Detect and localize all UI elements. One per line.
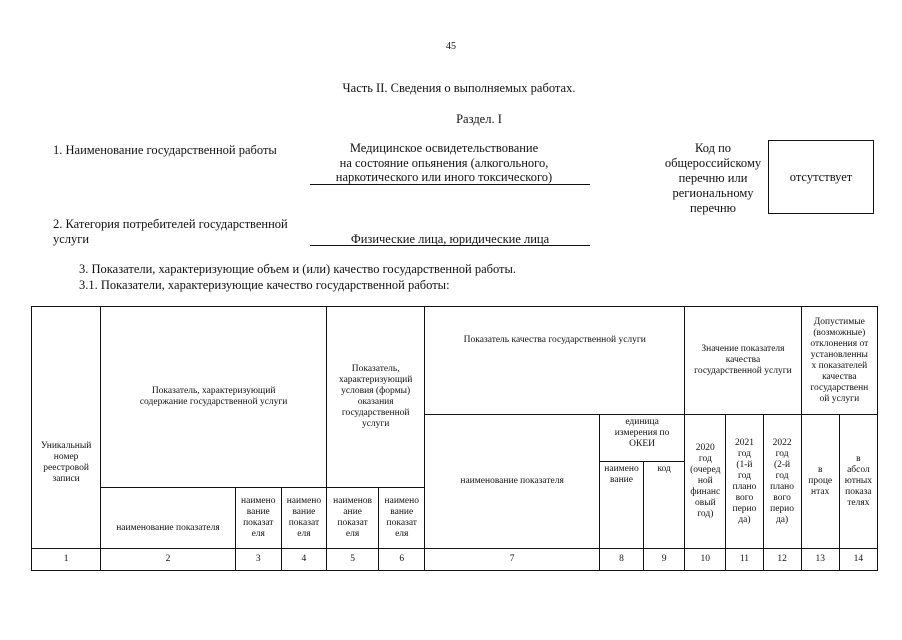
quality-table — [31, 306, 878, 571]
indicators-heading: 3. Показатели, характеризующие объем и (или) качество государственной работы. — [79, 262, 517, 276]
header-content-col3: наимено вание показат еля — [235, 488, 281, 549]
work-name-value: Медицинское освидетельствование на состояние опьянения (алкогольного, наркотического или иного токсического) — [335, 141, 553, 184]
consumers-value: Физические лица, юридические лица — [350, 232, 550, 246]
col-number: 3 — [235, 549, 281, 571]
col-number: 4 — [281, 549, 326, 571]
col-number: 2 — [101, 549, 235, 571]
header-indicator-value: Значение показателя качества государственной услуги — [685, 307, 801, 415]
header-content-col4: наимено вание показат еля — [281, 488, 326, 549]
header-year-2022: 2022 год (2-й год плано вого перио да) — [763, 415, 801, 549]
header-allowed-deviation: Допустимые (возможные) отклонения от установленны х показателей качества государственн ой услуги — [801, 307, 877, 415]
page-number: 45 — [446, 41, 456, 52]
header-unit-code: код — [644, 462, 685, 549]
header-deviation-absolute: в абсол ютных показа телях — [839, 415, 877, 549]
col-number: 1 — [32, 549, 101, 571]
col-number: 13 — [801, 549, 839, 571]
part-title: Часть II. Сведения о выполняемых работах. — [342, 81, 576, 95]
consumers-underline — [310, 245, 590, 246]
header-unit-name: наимено вание — [599, 462, 643, 549]
section-title: Раздел. I — [456, 112, 502, 126]
header-deviation-percent: в проце нтах — [801, 415, 839, 549]
quality-heading: 3.1. Показатели, характеризующие качество государственной работы: — [79, 278, 450, 292]
header-unique-number: Уникальный номер реестровой записи — [32, 307, 101, 549]
header-conditions-col6: наимено вание показат еля — [379, 488, 425, 549]
code-label: Код по общероссийскому перечню или региональному перечню — [664, 141, 762, 215]
code-box — [768, 140, 874, 214]
consumers-label: 2. Категория потребителей государственной услуги — [53, 217, 288, 246]
col-number: 12 — [763, 549, 801, 571]
col-number: 9 — [644, 549, 685, 571]
col-number: 5 — [327, 549, 379, 571]
header-okei-unit: единица измерения по ОКЕИ — [599, 415, 684, 462]
header-conditions-indicator: Показатель, характеризующий условия (формы) оказания государственной услуги — [327, 307, 425, 488]
work-name-underline — [310, 184, 590, 185]
col-number: 14 — [839, 549, 877, 571]
col-number: 7 — [425, 549, 600, 571]
header-content-name: наименование показателя — [101, 488, 235, 549]
col-number: 6 — [379, 549, 425, 571]
header-quality-indicator: Показатель качества государственной услуги — [425, 307, 685, 415]
header-year-2021: 2021 год (1-й год плано вого перио да) — [726, 415, 763, 549]
header-year-2020: 2020 год (очеред ной финанс овый год) — [685, 415, 726, 549]
header-conditions-col5: наименов ание показат еля — [327, 488, 379, 549]
col-number: 11 — [726, 549, 763, 571]
header-content-indicator: Показатель, характеризующий содержание государственной услуги — [101, 307, 327, 488]
col-number: 10 — [685, 549, 726, 571]
header-indicator-name: наименование показателя — [425, 415, 600, 549]
code-value: отсутствует — [789, 169, 853, 184]
work-name-label: 1. Наименование государственной работы — [53, 143, 277, 157]
col-number: 8 — [599, 549, 643, 571]
